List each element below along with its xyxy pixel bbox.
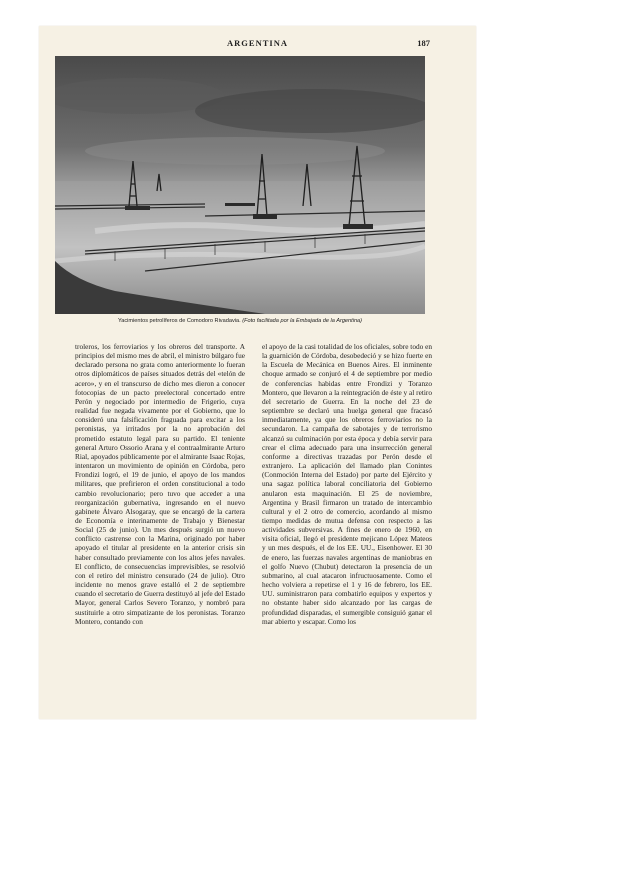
running-title: ARGENTINA: [227, 38, 288, 48]
paragraph: troleros, los ferroviarios y los obreros del transporte. A principios del mismo mes de abril, el ministro búlgaro fue declarado persona no grata como anteriormente lo fueran otros diplomáticos de países situados detrás del «telón de acero», y en el transcurso de dicho mes dieron a conocer fotocopias de un pacto preelectoral concertado entre Perón y negociado por intermedio de Frigerio, cuya realidad fue negada vivamente por el Gobierno, que lo consideró una falsificación fraguada para excitar a los peronistas, ya irritados por la no aprobación del prometido estatuto legal para su partido. El teniente general Arturo Ossorio Arana y el contraalmirante Arturo Rial, apoyados públicamente por el almirante Isaac Rojas, intentaron un movimiento de opinión en Córdoba, pero Frondizi logró, el 19 de junio, el apoyo de los mandos militares, que prefirieron el orden constitucional a todo cambio revolucionario; pero tuvo que acceder a una reorganización gubernativa, ingresando en el nuevo gabinete Álvaro Alsogaray, que se encargó de la cartera de Economía e interinamente de Trabajo y Bienestar Social (25 de junio). Un mes después surgió un nuevo conflicto castrense con la Marina, originado por haber apoyado el titular al presidente en la anterior crisis sin haber consultado previamente con los altos jefes navales. El conflicto, de consecuencias imprevisibles, se resolvió con el retiro del ministro censurado (24 de julio). Otro incidente no menos grave estalló el 2 de septiembre cuando el secretario de Guerra destituyó al jefe del Estado Mayor, general Carlos Severo Toranzo, y nombró para sustituirle a otro simpatizante de los peronistas. Toranzo Montero, contando con: [75, 342, 245, 626]
magazine-page: [39, 26, 476, 719]
caption-credit: (Foto facilitada por la Embajada de la Argentina): [242, 318, 363, 324]
text-column-left: [75, 342, 245, 712]
caption-text: Yacimientos petrolíferos de Comodoro Rivadavia.: [117, 318, 241, 324]
article-body: [75, 342, 432, 712]
page-number: 187: [417, 38, 430, 48]
photo-caption: [55, 318, 425, 324]
running-header: [39, 38, 476, 52]
oilfield-photograph: [55, 56, 425, 314]
text-column-right: [262, 342, 432, 712]
paragraph: el apoyo de la casi totalidad de los oficiales, sobre todo en la guarnición de Córdoba, desobedeció y se hizo fuerte en la Escuela de Mecánica en Buenos Aires. El inminente choque armado se conjuró el 4 de septiembre por medio de conferencias habidas entre Frondizi y Toranzo Montero, que llevaron a la reintegración de éste y al retiro del secretario de Guerra. En la noche del 23 de septiembre se declaró una huelga general que fracasó inmediatamente, ya que los obreros ferroviarios no la secundaron. La campaña de sabotajes y de terrorismo alcanzó su culminación por esta época y debía servir para crear el clima adecuado para una insurrección general conforme a directivas trazadas por Perón desde el extranjero. La aplicación del llamado plan Conintes (Conmoción Interna del Estado) por parte del Ejército y una sagaz política laboral conciliatoria del Gobierno anularon esta maquinación. El 25 de noviembre, Argentina y Brasil firmaron un tratado de intercambio cultural y el 2 otro de comercio, acordando al mismo tiempo medidas de mutua defensa con respecto a las actividades subversivas. A fines de enero de 1960, en visita oficial, llegó el presidente mejicano López Mateos y un mes después, el de los EE. UU., Eisenhower. El 30 de enero, las fuerzas navales argentinas de maniobras en el golfo Nuevo (Chubut) detectaron la presencia de un submarino, al cual atacaron infructuosamente. Como el hecho volviera a repetirse el 1 y 16 de febrero, los EE. UU. suministraron para combatirlo equipos y expertos y no obstante haber sido alcanzado por las cargas de profundidad disparadas, el sumergible consiguió ganar el mar abierto y escapar. Como los: [262, 342, 432, 626]
